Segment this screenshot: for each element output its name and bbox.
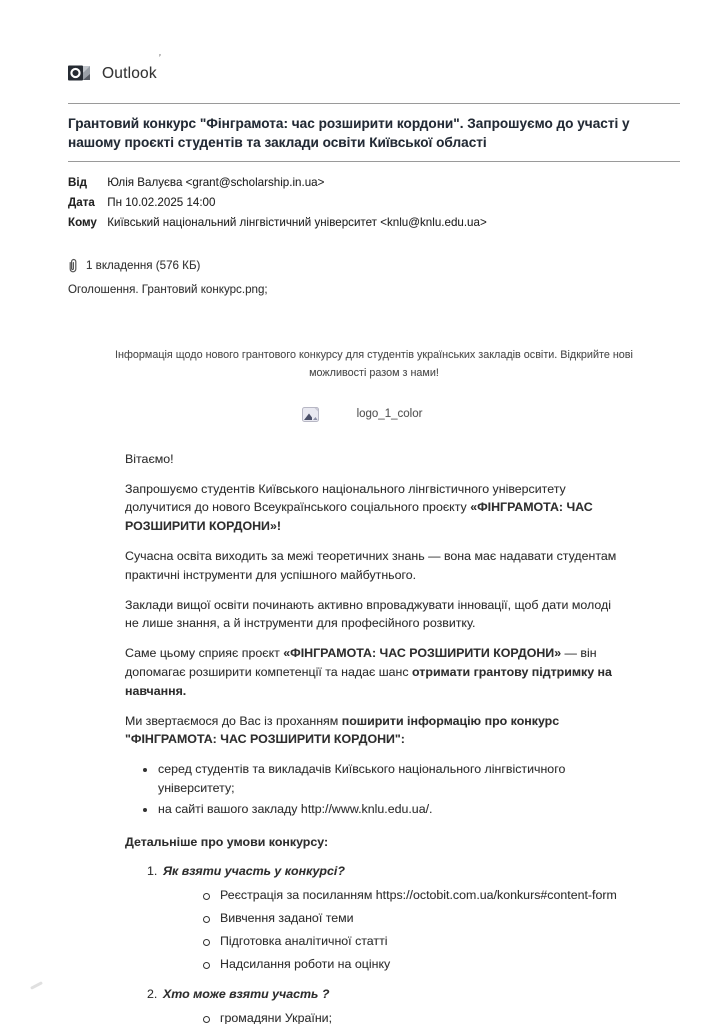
project-name-bold: «ФІНГРАМОТА: ЧАС РОЗШИРИТИ КОРДОНИ»! [125, 500, 593, 534]
attachment-summary-row [68, 258, 680, 274]
paperclip-icon [68, 258, 78, 274]
greeting: Вітаємо! [125, 451, 174, 466]
attachment-summary: 1 вкладення (576 КБ) [86, 259, 201, 273]
benefit-text-1: Саме цьому сприяє проєкт [125, 646, 284, 661]
request-text: Ми звертаємося до Вас із проханням [125, 713, 342, 728]
outlook-header [68, 0, 680, 87]
list-item: серед студентів та викладачів Київського національного лінгвістичного університету; [158, 760, 625, 798]
paragraph-education: Сучасна освіта виходить за межі теоретичних знань — вона має надавати студентам практичні інструменти для успішного майбутнього. [125, 549, 617, 582]
email-subject: Грантовий конкурс "Фінграмота: час розширити кордони". Запрошуємо до участі у нашому проєкті студентів та заклади освіти Київської області [68, 116, 630, 151]
paragraph-request [125, 712, 625, 750]
email-body [125, 450, 625, 1024]
header-divider [68, 103, 680, 104]
request-bold: поширити інформацію про конкурс "ФІНГРАМОТА: ЧАС РОЗШИРИТИ КОРДОНИ": [125, 713, 560, 747]
list-item: Надсилання роботи на оцінку [220, 955, 625, 974]
outlook-app-name: Outlook [102, 65, 157, 82]
from-label: Від [68, 175, 87, 189]
date-value: Пн 10.02.2025 14:00 [107, 195, 216, 209]
scan-speck-artifact: ’ [156, 52, 162, 65]
question-2-eligibility [125, 1009, 625, 1024]
list-item: громадяни України; [220, 1009, 625, 1024]
list-item: Реєстрація за посиланням https://octobit.com.ua/konkurs#content-form [220, 886, 625, 905]
question-2-number: 2. [147, 987, 158, 1002]
list-item: на сайті вашого закладу http://www.knlu.edu.ua/. [158, 800, 625, 819]
meta-date-row [68, 193, 680, 213]
paragraph-invite [125, 480, 625, 536]
attachment-filename: Оголошення. Грантовий конкурс.png; [68, 282, 268, 296]
question-1-steps [125, 886, 625, 974]
subject-divider [68, 161, 680, 162]
to-value: Київський національний лінгвістичний університет <knlu@knlu.edu.ua> [107, 215, 487, 229]
benefit-text-2: — він допомагає розширити компетенції та надає шанс [125, 646, 597, 680]
project-name-bold-2: «ФІНГРАМОТА: ЧАС РОЗШИРИТИ КОРДОНИ» [283, 646, 562, 661]
question-2 [125, 985, 625, 1004]
meta-to-row [68, 213, 680, 233]
date-label: Дата [68, 195, 95, 209]
outlook-logo-icon [68, 63, 92, 85]
details-heading: Детальніше про умови конкурсу: [125, 834, 329, 849]
meta-from-row [68, 173, 680, 193]
question-2-title: Хто може взяти участь ? [163, 987, 330, 1002]
list-item: Підготовка аналітичної статті [220, 932, 625, 951]
to-label: Кому [68, 215, 97, 229]
list-item: Вивчення заданої теми [220, 909, 625, 928]
paragraph-invite-text: Запрошуємо студентів Київського національного лінгвістичного університету долучитися до нового Всеукраїнського соціального проєкту [125, 481, 566, 515]
logo-alt-text: logo_1_color [356, 408, 423, 421]
question-1-title: Як взяти участь у конкурсі? [163, 864, 345, 879]
email-preheader-text: Інформація щодо нового грантового конкурсу для студентів українських закладів освіти. Відкрийте нові можливості разом з нами! [115, 348, 633, 379]
question-1 [125, 862, 625, 881]
from-value: Юлія Валуєва <grant@scholarship.in.ua> [107, 175, 325, 189]
email-meta [68, 173, 680, 233]
logo-image-placeholder [56, 407, 668, 422]
paragraph-project-benefit [125, 644, 625, 700]
scan-smudge-artifact [30, 981, 43, 990]
grant-support-bold: отримати грантову підтримку на навчання. [125, 665, 612, 698]
share-channels-list [125, 760, 625, 818]
broken-image-icon [302, 407, 319, 422]
question-1-number: 1. [147, 864, 158, 879]
paragraph-institutions: Заклади вищої освіти починають активно впроваджувати інновації, щоб дати молоді не лише знання, а й інструменти для професійного розвитку. [125, 597, 611, 631]
